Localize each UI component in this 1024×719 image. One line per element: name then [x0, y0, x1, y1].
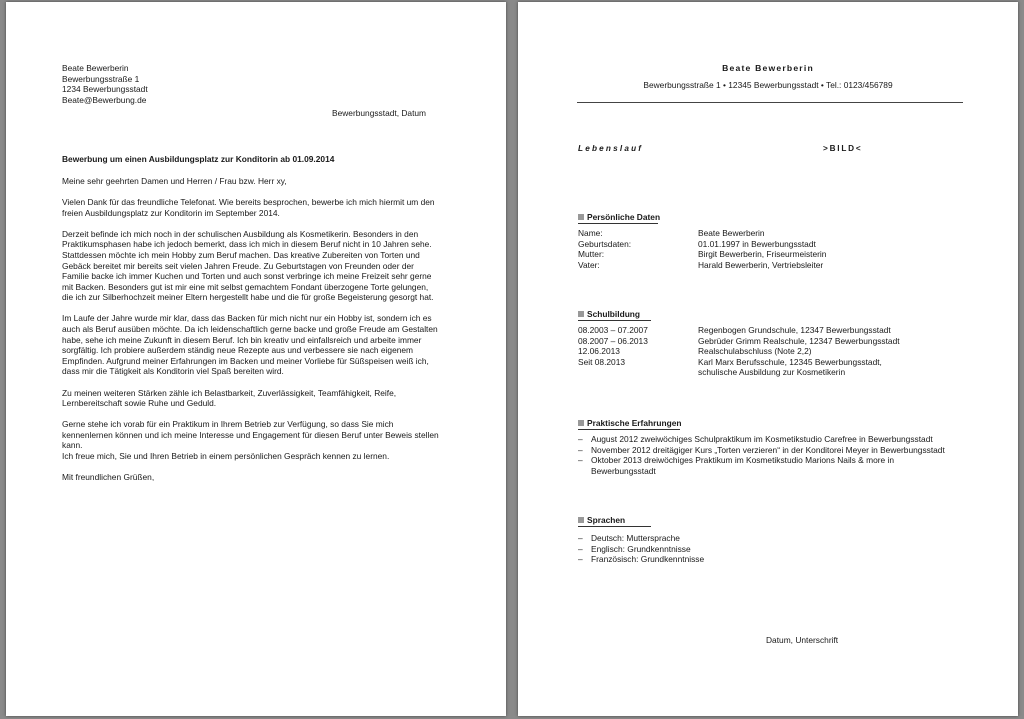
line: kennenlernen können und ich meine Interesse und Engagement für diesen Beruf unter Beweis stellen [62, 429, 439, 440]
line: mit Backen. Besonders gut ist mir eine mit selbst gemachtem Fondant überzogene Torte gelungen, [62, 281, 429, 292]
header-divider [577, 102, 963, 103]
line: Stattdessen möchte ich mein Hobby zum Beruf machen. Das kreative Zubereiten von Torten und [62, 249, 420, 260]
list-item-continuation: Bewerbungsstadt [591, 465, 656, 476]
section-title-personal [578, 212, 661, 224]
line: dass mir die Tätigkeit als Konditorin viel Spaß bereiten wird. [62, 366, 284, 377]
row-key: Vater: [578, 259, 600, 270]
section-title-languages [578, 515, 651, 527]
section-square-icon [578, 214, 584, 220]
section-square-icon [578, 311, 584, 317]
section-title-experience [578, 418, 680, 430]
signature-line: Datum, Unterschrift [766, 635, 839, 645]
list-item: – Deutsch: Muttersprache [578, 533, 704, 544]
row-value: schulische Ausbildung zur Kosmetikerin [698, 367, 846, 377]
line: kann. [62, 440, 83, 451]
cv-page [518, 2, 1018, 716]
languages-list [578, 533, 704, 565]
line: Ich freue mich, Sie und Ihren Betrieb in einem persönlichen Gespräch kennen zu lernen. [62, 450, 390, 461]
row-value: 01.01.1997 in Bewerbungsstadt [698, 238, 816, 249]
sender-email: Beate@Bewerbung.de [62, 94, 147, 105]
section-title-school [578, 309, 651, 321]
letter-subject: Bewerbung um einen Ausbildungsplatz zur Konditorin ab 01.09.2014 [62, 154, 335, 164]
row-key: Seit 08.2013 [578, 356, 626, 367]
paragraph-5 [62, 419, 457, 461]
list-item: – Französisch: Grundkenntnisse [578, 554, 704, 565]
list-item: – Oktober 2013 dreiwöchiges Praktikum im Kosmetikstudio Marions Nails & more in [578, 455, 945, 466]
section-square-icon [578, 517, 584, 523]
row-value: Gebrüder Grimm Realschule, 12347 Bewerbungsstadt [698, 335, 900, 346]
row-value: Birgit Bewerberin, Friseurmeisterin [698, 249, 827, 259]
cv-name: Beate Bewerberin [722, 63, 814, 73]
row-key: Mutter: [578, 249, 605, 259]
cv-address: Bewerbungsstraße 1 • 12345 Bewerbungsstadt • Tel.: 0123/456789 [643, 80, 893, 90]
line: die ich zur Silberhochzeit meiner Eltern hergestellt habe und die für große Begeisterung gesorgt hat. [62, 292, 434, 303]
line: Gerne stehe ich vorab für ein Praktikum in Ihrem Betrieb zur Verfügung, so dass Sie mich [62, 419, 394, 430]
line: Familie backe ich immer Kuchen und Torten und auch sonst verbringe ich meine Freizeit sehr gerne [62, 271, 432, 282]
row-value: Beate Bewerberin [698, 228, 765, 238]
row-key: Name: [578, 228, 603, 238]
line: Mit freundlichen Grüßen, [62, 472, 155, 483]
section-title-text: Schulbildung [587, 309, 641, 319]
row-value: Realschulabschluss (Note 2,2) [698, 346, 812, 356]
sender-street: Bewerbungsstraße 1 [62, 73, 140, 84]
section-title-text: Persönliche Daten [587, 212, 661, 222]
photo-placeholder: >BILD< [823, 144, 863, 153]
row-key: 12.06.2013 [578, 346, 620, 356]
closing [62, 472, 457, 483]
row-key: Geburtsdaten: [578, 238, 632, 249]
line: Im Laufe der Jahre wurde mir klar, dass das Backen für mich nicht nur ein Hobby ist, sondern ich es [62, 313, 432, 324]
line: Empfinden. Aufgrund meiner Erfahrungen im Backen und meiner Vorliebe für Süßspeisen weiß ich, [62, 355, 429, 366]
paragraph-3 [62, 313, 457, 377]
line: Gebäck bereitet mir bereits seit vielen Jahren Freude. Zu Geburtstagen von Freunden oder der [62, 260, 414, 271]
line: Lernbereitschaft sowie Ruhe und Geduld. [62, 398, 217, 409]
row-value: Regenbogen Grundschule, 12347 Bewerbungsstadt [698, 325, 891, 335]
row-key: 08.2007 – 06.2013 [578, 335, 648, 346]
paragraph-1 [62, 197, 457, 218]
section-square-icon [578, 420, 584, 426]
row-value: Harald Bewerberin, Vertriebsleiter [698, 259, 824, 270]
line: sorgfältig. Ich probiere außerdem ständig neue Rezepte aus und verbessere sie nach eigenem [62, 345, 414, 356]
salutation: Meine sehr geehrten Damen und Herren / Frau bzw. Herr xy, [62, 176, 287, 186]
list-item: – August 2012 zweiwöchiges Schulpraktikum im Kosmetikstudio Carefree in Bewerbungsstadt [578, 434, 945, 445]
line: Praktikumsphasen habe ich jedoch bemerkt, dass ich mich in diesem Beruf nicht in 10 Jahren sehe. [62, 239, 432, 250]
line: habe, sehe ich meine Zukunft in diesem Beruf. Ich bin kreativ und einfallsreich und arbeite immer [62, 334, 422, 345]
experience-list [578, 434, 945, 476]
paragraph-4 [62, 388, 457, 409]
letter-body [62, 176, 457, 493]
section-title-text: Praktische Erfahrungen [587, 418, 682, 428]
list-item: – November 2012 dreitägiger Kurs „Torten verzieren“ in der Konditorei Meyer in Bewerbungsstadt [578, 445, 945, 456]
place-date: Bewerbungsstadt, Datum [332, 108, 427, 118]
sender-address [62, 63, 148, 105]
sender-city: 1234 Bewerbungsstadt [62, 84, 148, 94]
paragraph-2 [62, 229, 457, 303]
row-value: Karl Marx Berufsschule, 12345 Bewerbungsstadt, [698, 356, 882, 367]
line: Vielen Dank für das freundliche Telefonat. Wie bereits besprochen, bewerbe ich mich hiermit um den [62, 197, 435, 208]
cover-letter-page [6, 2, 506, 716]
line: Derzeit befinde ich mich noch in der schulischen Ausbildung als Kosmetikerin. Besonders in den [62, 228, 419, 239]
section-title-text: Sprachen [587, 515, 626, 525]
line: freien Ausbildungsplatz zur Konditorin im September 2014. [62, 207, 280, 218]
sender-name: Beate Bewerberin [62, 63, 129, 73]
row-key: 08.2003 – 07.2007 [578, 325, 648, 335]
line: Zu meinen weiteren Stärken zähle ich Belastbarkeit, Zuverlässigkeit, Teamfähigkeit, Reife, [62, 387, 397, 398]
cv-heading: Lebenslauf [578, 144, 644, 153]
list-item: – Englisch: Grundkenntnisse [578, 544, 704, 555]
line: auch als Beruf ausüben möchte. Da ich leidenschaftlich gerne backe und große Freude am Gestalten [62, 324, 438, 335]
